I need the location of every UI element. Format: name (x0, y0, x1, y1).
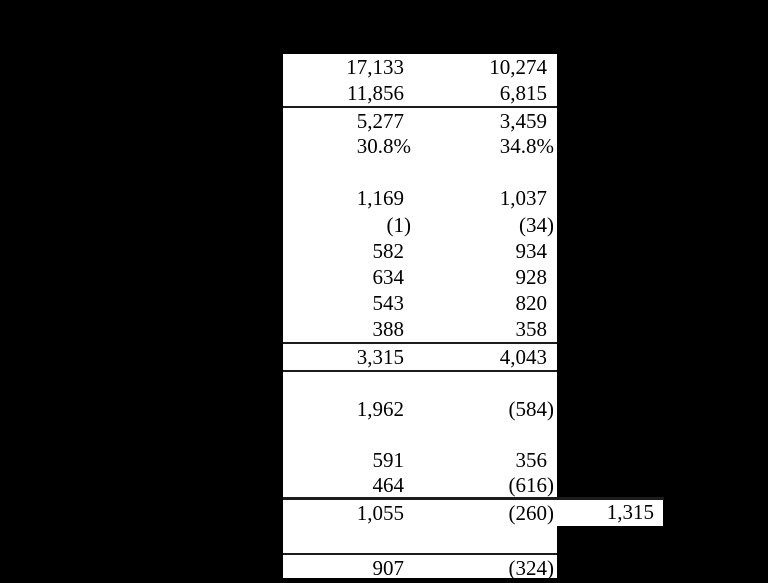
table-cell-col2: 358 (515, 317, 547, 341)
table-row (283, 212, 557, 238)
table-row (283, 108, 557, 134)
table-cell-col2: 356 (515, 448, 547, 472)
table-cell-col1: 1,169 (356, 186, 404, 210)
table-row (283, 472, 557, 498)
table-cell-col2: 820 (515, 291, 547, 315)
table-cell-col1: 591 (372, 448, 404, 472)
table-cell-col1: 17,133 (346, 55, 404, 79)
table-cell-col2: 4,043 (499, 345, 547, 369)
table-row (283, 290, 557, 316)
table-cell-col1: 3,315 (356, 345, 404, 369)
table-cell-col1: 634 (372, 265, 404, 289)
table-cell-col1: 464 (372, 473, 404, 497)
table-row (283, 238, 557, 264)
table-row (283, 555, 557, 581)
rule-above-subtotal-3315 (283, 342, 557, 344)
table-cell-col2: 6,815 (499, 81, 547, 105)
table-cell-col1: 388 (372, 317, 404, 341)
table-cell-col1: 11,856 (347, 81, 404, 105)
table-cell-col2: (260) (508, 501, 554, 525)
percent-sign: % (536, 134, 554, 158)
table-cell-col1: 1,962 (356, 397, 404, 421)
table-cell-col1: (1) (386, 213, 411, 237)
table-row (283, 185, 557, 211)
table-row (283, 264, 557, 290)
table-cell-col1: 30.8% (356, 134, 411, 158)
table-cell-col2: (34) (519, 213, 554, 237)
table-row (283, 316, 557, 342)
table-row (283, 133, 557, 159)
table-row (283, 447, 557, 473)
table-cell-col2: (584) (508, 397, 554, 421)
table-cell-col2: 10,274 (489, 55, 547, 79)
table-cell-col1: 1,055 (356, 501, 404, 525)
financial-table (283, 54, 654, 580)
rule-above-total-1055 (283, 497, 664, 500)
table-cell-col2: (616) (508, 473, 554, 497)
rule-under-row-2 (283, 106, 557, 108)
table-row (283, 396, 557, 422)
rule-above-total-907 (283, 553, 557, 555)
table-cell-col1: 582 (372, 239, 404, 263)
col3-extension-cell: 1,315 (557, 499, 663, 526)
table-cell-col2: 3,459 (499, 109, 547, 133)
table-cell-col2: 928 (515, 265, 547, 289)
table-cell-col1: 5,277 (356, 109, 404, 133)
table-row (283, 344, 557, 370)
rule-below-subtotal-3315 (283, 370, 557, 372)
table-row (283, 54, 557, 80)
percent-sign: % (393, 134, 411, 158)
table-cell-col2: 34.8% (499, 134, 554, 158)
table-cell-col1: 543 (372, 291, 404, 315)
table-row (283, 500, 557, 526)
table-cell-col2: 934 (515, 239, 547, 263)
table-cell-col1: 907 (372, 556, 404, 580)
table-cell-col2: (324) (508, 556, 554, 580)
table-row (283, 80, 557, 106)
table-cell-col2: 1,037 (499, 186, 547, 210)
